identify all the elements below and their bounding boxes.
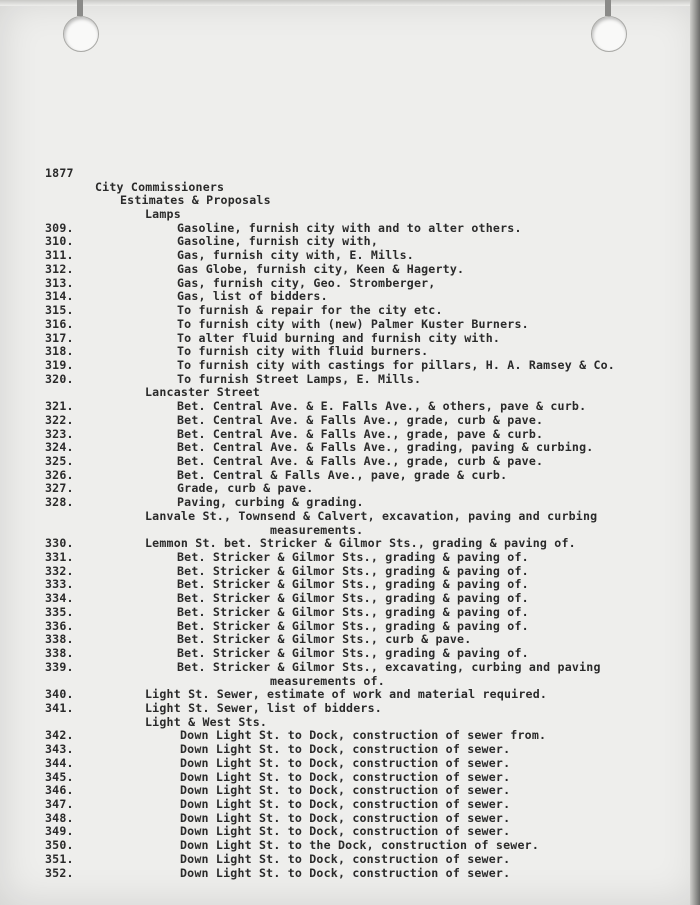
entry-number: 315. [45,303,74,317]
entry-number: 309. [45,220,74,235]
entry-description: Grade, curb & pave. [177,481,314,496]
entry-description: Bet. Central Ave. & Falls Ave., grade, curb & pave. [177,412,544,427]
entry-number: 323. [45,426,74,441]
entry-description: Bet. Stricker & Gilmor Sts., excavating, curbing and paving [177,659,601,674]
entry-number: 339. [45,659,74,674]
entry-number: 332. [45,563,74,578]
entry-number: 343. [45,742,74,757]
entry-number: 334. [45,591,74,606]
entry-description: Gas Globe, furnish city, Keen & Hagerty. [177,261,465,276]
entry-description: Down Light St. to Dock, construction of sewer. [180,797,511,811]
entry-description: To alter fluid burning and furnish city with. [177,330,501,345]
entry-description: To furnish city with (new) Palmer Kuster Burners. [177,316,529,331]
year-label: 1877 [45,166,74,180]
entry-number: 326. [45,467,74,482]
entry-number: 344. [45,755,74,770]
entry-number: 319. [45,357,74,372]
entry-number: 345. [45,769,74,784]
entry-description: To furnish city with fluid burners. [177,344,429,359]
entry-description: Bet. Central Ave. & Falls Ave., grade, pave & curb. [177,426,544,441]
entry-continuation: measurements of. [270,673,385,688]
entry-number: 310. [45,234,74,249]
entry-description: Bet. Stricker & Gilmor Sts., grading & paving of. [177,550,529,564]
entry-number: 330. [45,536,74,551]
entry-description: Bet. Central Ave. & Falls Ave., grade, curb & pave. [177,454,544,468]
entry-number: 318. [45,344,74,359]
entry-description: Down Light St. to Dock, construction of sewer. [180,865,511,880]
entry-number: 347. [45,797,74,811]
section-title: Light St. Sewer, list of bidders. [145,700,382,715]
entry-description: Gas, furnish city with, E. Mills. [177,248,414,263]
entry-description: Gas, list of bidders. [177,289,328,304]
entry-description: Down Light St. to Dock, construction of sewer. [180,769,511,784]
entry-description: Paving, curbing & grading. [177,495,364,510]
entry-description: Down Light St. to Dock, construction of sewer. [180,810,511,825]
entry-number: 321. [45,399,74,414]
entry-number: 312. [45,261,74,276]
entry-number: 324. [45,440,74,455]
entry-number: 328. [45,495,74,510]
entry-number: 317. [45,330,74,345]
entry-description: Down Light St. to Dock, construction of sewer. [180,755,511,770]
entry-number: 335. [45,604,74,619]
section-title: Lancaster Street [145,385,260,400]
entry-number: 350. [45,838,74,853]
entry-number: 348. [45,810,74,825]
entry-number: 311. [45,248,74,263]
entry-description: To furnish city with castings for pillars, H. A. Ramsey & Co. [177,357,615,372]
entry-description: Down Light St. to Dock, construction of sewer from. [180,728,547,743]
entry-description: Down Light St. to the Dock, construction of sewer. [180,838,540,853]
heading-city-commissioners: City Commissioners [95,180,225,194]
entry-number: 327. [45,481,74,496]
section-title: Lemmon St. bet. Stricker & Gilmor Sts., grading & paving of. [145,536,576,551]
entry-description: Gas, furnish city, Geo. Stromberger, [177,275,436,290]
entry-description: Gasoline, furnish city with, [177,234,379,249]
entry-description: Bet. Stricker & Gilmor Sts., grading & paving of. [177,591,529,606]
entry-number: 351. [45,851,74,866]
entry-number: 331. [45,550,74,564]
entry-number: 338. [45,632,74,647]
entry-number: 338. [45,646,74,660]
section-title-continuation: measurements. [270,522,364,537]
entry-number: 333. [45,577,74,592]
entry-number: 340. [45,687,74,702]
entry-number: 316. [45,316,74,331]
entry-description: To furnish & repair for the city etc. [177,303,443,317]
section-title: Light & West Sts. [145,714,268,729]
entry-number: 342. [45,728,74,743]
entry-description: Bet. Stricker & Gilmor Sts., grading & paving of. [177,618,529,633]
entry-description: Down Light St. to Dock, construction of sewer. [180,851,511,866]
entry-number: 322. [45,412,74,427]
entry-description: Gasoline, furnish city with and to alter others. [177,220,522,235]
heading-estimates-proposals: Estimates & Proposals [120,193,271,207]
entry-number: 349. [45,824,74,839]
entry-number: 352. [45,865,74,880]
entry-number: 336. [45,618,74,633]
entry-description: Bet. Central Ave. & E. Falls Ave., & others, pave & curb. [177,399,587,414]
entry-description: Bet. Stricker & Gilmor Sts., grading & paving of. [177,563,529,578]
entry-number: 325. [45,454,74,468]
entry-description: Bet. Stricker & Gilmor Sts., curb & pave. [177,632,472,647]
entry-description: Bet. Central Ave. & Falls Ave., grading, paving & curbing. [177,440,594,455]
section-title: Lamps [145,207,181,221]
entry-description: Bet. Stricker & Gilmor Sts., grading & paving of. [177,646,529,660]
entry-description: Bet. Stricker & Gilmor Sts., grading & paving of. [177,577,529,592]
entry-number: 341. [45,700,74,715]
entry-description: Down Light St. to Dock, construction of sewer. [180,824,511,839]
entry-description: Down Light St. to Dock, construction of sewer. [180,742,511,757]
entry-number: 313. [45,275,74,290]
entry-description: To furnish Street Lamps, E. Mills. [177,371,422,386]
entry-description: Bet. Stricker & Gilmor Sts., grading & paving of. [177,604,529,619]
section-title: Light St. Sewer, estimate of work and material required. [145,687,548,702]
entry-description: Down Light St. to Dock, construction of sewer. [180,783,511,798]
entry-number: 320. [45,371,74,386]
section-title: Lanvale St., Townsend & Calvert, excavation, paving and curbing [145,508,598,523]
entry-description: Bet. Central & Falls Ave., pave, grade & curb. [177,467,508,482]
entry-number: 346. [45,783,74,798]
entry-number: 314. [45,289,74,304]
